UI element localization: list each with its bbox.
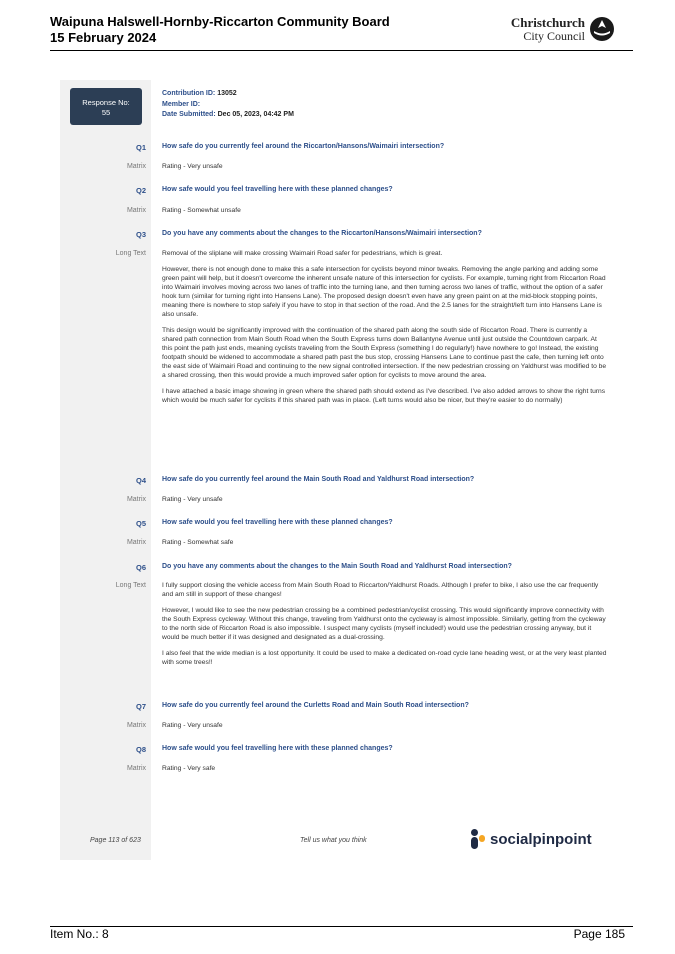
item-number: Item No.: 8: [50, 927, 109, 941]
answer-paragraph: Removal of the sliplane will make crossing Waimairi Road safer for pedestrians, which is great.: [162, 250, 443, 257]
long-answer: [162, 581, 607, 674]
question-text: How safe would you feel travelling here with these planned changes?: [162, 519, 393, 526]
question-id: Q5: [135, 519, 146, 528]
question-text: How safe would you feel travelling here with these planned changes?: [162, 745, 393, 752]
socialpinpoint-logo: [470, 828, 592, 850]
answer-type: Matrix: [126, 722, 146, 729]
question-text: How safe do you currently feel around the Main South Road and Yaldhurst Road intersection?: [162, 476, 475, 483]
answer-paragraph: However, I would like to see the new pedestrian crossing be a combined pedestrian/cyclist crossing. This would significantly improve connectivity with the South Express cycleway. Without this change, traveling from Yaldhurst onto the cycleway is almost impossible. Similarly, getting from the cycleway to the north side of Riccarton Road is also impossible. I suspect many cyclists (myself included!) would use the pedestrian crossing anyway, but it would be much better if it was designed and designated as a dual-crossing.: [162, 607, 606, 641]
page-number: Page 185: [573, 927, 625, 941]
header-divider: [50, 50, 633, 51]
question-id: Q2: [135, 186, 146, 195]
answer-type: Matrix: [126, 539, 146, 546]
header-board-name: Waipuna Halswell-Hornby-Riccarton Community Board: [50, 14, 390, 29]
long-answer: [162, 249, 607, 412]
question-text: Do you have any comments about the changes to the Main South Road and Yaldhurst Road intersection?: [162, 563, 512, 570]
socialpinpoint-mark-icon: [470, 829, 486, 849]
answer-text: Rating - Somewhat unsafe: [162, 207, 241, 214]
response-number-badge: [70, 88, 142, 125]
footer-tagline: Tell us what you think: [300, 837, 367, 844]
answer-type: Matrix: [126, 496, 146, 503]
answer-type: Long Text: [115, 250, 146, 257]
answer-text: Rating - Somewhat safe: [162, 539, 234, 546]
answer-text: Rating - Very unsafe: [162, 163, 223, 170]
contribution-id: 13052: [217, 90, 237, 97]
answer-paragraph: This design would be significantly improved with the continuation of the shared path along the south side of Riccarton Road. There is currently a shared path connection from Main South Road when the South Express turns down Ballantyne Avenue until just outside the Countdown carpark. At this point the path just ends, meaning cyclists traveling from the South Express (something I do regularly!) have nowhere to go! Instead, the existing footpath should be widened to accommodate a shared path past the bus stop, crossing Hansens Lane to continue past the cafe, then turning left onto the east side of Waimairi Road and continuing to the new signal controlled intersection. If the new pedestrian crossing on Yaldhurst was modified to be a shared crossing, then this would provide a much improved safer option for cyclists to move around the area.: [162, 327, 607, 379]
response-number: 55: [101, 108, 111, 117]
label-column: [60, 80, 151, 860]
response-card: [60, 80, 615, 860]
council-emblem-icon: [589, 16, 615, 42]
contribution-label: Contribution ID:: [162, 90, 216, 97]
answer-paragraph: I also feel that the wide median is a lost opportunity. It could be used to make a dedicated on-road cycle lane heading west, or at the very least planted with some trees!!: [162, 650, 607, 666]
question-id: Q8: [135, 745, 146, 754]
answer-paragraph: However, there is not enough done to make this a safe intersection for cyclists beyond minor tweaks. Removing the angle parking and adding some green paint will help, but it doesn't overcome the inherent unsafe nature of this intersection for cyclists. For example, turning right from Riccarton Road into Waimairi involves moving across two lanes of traffic into the turning lane, and then turning across two lanes of traffic, without the option of a safer hook turn (similar for turning right into Hansens Lane). The proposed design doesn't even have any green paint on at the mid-block stopping points, meaning there is nowhere to stop safely if you have to stop in that section of the road. And the 2.5 lanes for the straight/left turn into Hansens Lane is also unsafe.: [162, 266, 606, 318]
footer-divider: [50, 926, 633, 927]
question-text: How safe would you feel travelling here with these planned changes?: [162, 186, 393, 193]
answer-type: Matrix: [126, 207, 146, 214]
response-meta: [162, 89, 294, 121]
logo-name: Christchurch: [510, 15, 585, 30]
answer-type: Matrix: [126, 163, 146, 170]
logo-subtitle: City Council: [523, 29, 585, 43]
response-label: Response No:: [82, 98, 130, 107]
question-id: Q4: [135, 476, 146, 485]
answer-paragraph: I fully support closing the vehicle access from Main South Road to Riccarton/Yaldhurst Roads. Although I prefer to bike, I also use the car frequently and am still in support of these changes!: [162, 582, 599, 598]
question-id: Q7: [135, 702, 146, 711]
date-label: Date Submitted:: [162, 111, 216, 118]
council-logo: [510, 15, 615, 45]
date-submitted: Dec 05, 2023, 04:42 PM: [217, 111, 294, 118]
question-text: How safe do you currently feel around the Riccarton/Hansons/Waimairi intersection?: [162, 143, 445, 150]
answer-type: Matrix: [126, 765, 146, 772]
header-date: 15 February 2024: [50, 30, 157, 45]
question-id: Q6: [135, 563, 146, 572]
report-page-number: Page 113 of 623: [90, 837, 141, 844]
answer-text: Rating - Very safe: [162, 765, 216, 772]
question-id: Q3: [135, 230, 146, 239]
question-id: Q1: [135, 143, 146, 152]
document-header: [50, 14, 390, 46]
answer-type: Long Text: [115, 582, 146, 589]
socialpinpoint-wordmark: socialpinpoint: [490, 830, 592, 848]
answer-text: Rating - Very unsafe: [162, 496, 223, 503]
member-label: Member ID:: [162, 100, 201, 108]
question-text: Do you have any comments about the changes to the Riccarton/Hansons/Waimairi intersection?: [162, 230, 482, 237]
answer-paragraph: I have attached a basic image showing in green where the shared path should extend as I've described. I've also added arrows to show the right turns which would be much safer for cyclists if this shared path was in place. (Left turns would also be nicer, but they're easier to do normally): [162, 388, 606, 404]
answer-text: Rating - Very unsafe: [162, 722, 223, 729]
question-text: How safe do you currently feel around the Curletts Road and Main South Road intersection?: [162, 702, 469, 709]
